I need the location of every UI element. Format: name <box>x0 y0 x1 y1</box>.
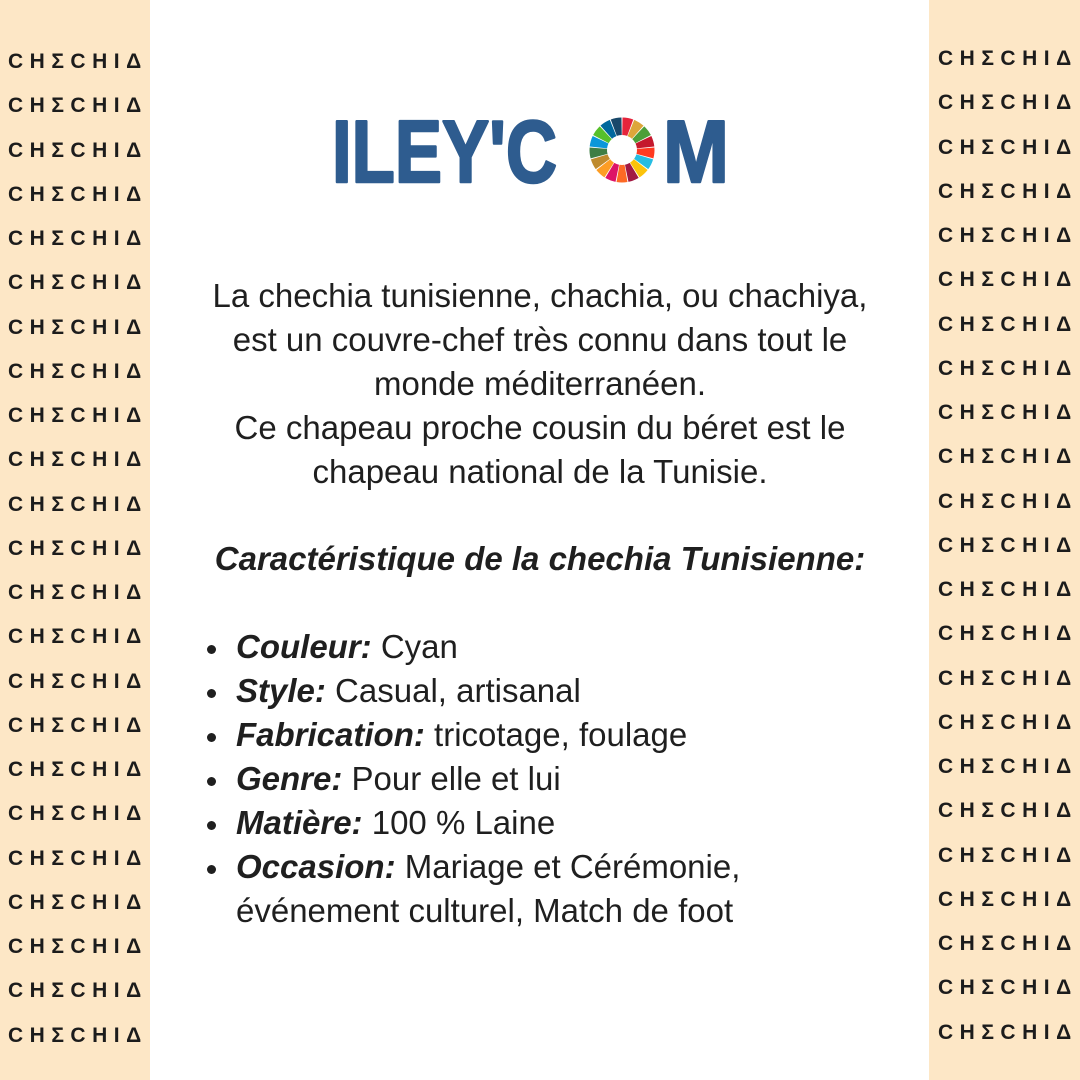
list-item <box>200 713 880 757</box>
side-word: CHΣCHIΔ <box>938 887 1078 911</box>
side-word: CHΣCHIΔ <box>8 448 148 472</box>
bullet-dot <box>207 689 216 698</box>
intro-line: est un couvre-chef très connu dans tout le <box>232 321 848 358</box>
side-word: CHΣCHIΔ <box>938 268 1078 292</box>
bullet-icon <box>200 845 236 889</box>
side-word: CHΣCHIΔ <box>938 755 1078 778</box>
intro-line: chapeau national de la Tunisie. <box>312 453 768 490</box>
list-item <box>200 625 880 669</box>
bullet-dot <box>207 777 216 786</box>
list-item-label: Style: <box>236 672 326 709</box>
side-word: CHΣCHIΔ <box>8 758 148 781</box>
side-word: CHΣCHIΔ <box>938 1020 1078 1044</box>
side-word: CHΣCHIΔ <box>8 846 148 870</box>
right-decorative-strip <box>929 0 1080 1080</box>
side-word: CHΣCHIΔ <box>8 50 148 73</box>
list-item-label: Couleur: <box>236 628 372 665</box>
intro-paragraph <box>150 274 930 494</box>
list-item-text <box>236 757 856 801</box>
characteristics-list <box>200 625 880 933</box>
side-word: CHΣCHIΔ <box>938 489 1078 513</box>
list-item-label: Fabrication: <box>236 716 425 753</box>
side-word: CHΣCHIΔ <box>938 710 1078 734</box>
side-word: CHΣCHIΔ <box>8 182 148 206</box>
list-item-value: 100 % Laine <box>371 804 556 841</box>
side-word: CHΣCHIΔ <box>8 713 148 737</box>
characteristics-heading: Caractéristique de la chechia Tunisienne: <box>214 540 866 577</box>
bullet-icon <box>200 713 236 757</box>
side-word: CHΣCHIΔ <box>938 356 1078 380</box>
list-item-value: Mariage et Cérémonie, événement culturel, Match de foot <box>236 848 741 929</box>
side-word: CHΣCHIΔ <box>8 581 148 604</box>
bullet-dot <box>207 821 216 830</box>
right-strip-word-list <box>938 37 1078 1055</box>
list-item-label: Matière: <box>236 804 363 841</box>
side-word: CHΣCHIΔ <box>938 533 1078 557</box>
side-word: CHΣCHIΔ <box>938 799 1078 823</box>
intro-line: Ce chapeau proche cousin du béret est le <box>234 409 846 446</box>
side-word: CHΣCHIΔ <box>938 932 1078 955</box>
iley-com-logo <box>328 102 732 201</box>
list-item-text <box>236 669 856 713</box>
side-word: CHΣCHIΔ <box>8 271 148 295</box>
bullet-icon <box>200 669 236 713</box>
intro-line: monde méditerranéen. <box>373 365 707 402</box>
side-word: CHΣCHIΔ <box>938 843 1078 867</box>
list-item <box>200 801 880 845</box>
list-item-text <box>236 713 856 757</box>
side-word: CHΣCHIΔ <box>938 224 1078 247</box>
logo-text-prefix: ILEY'C <box>332 102 557 201</box>
list-item-text <box>236 801 856 845</box>
side-word: CHΣCHIΔ <box>8 890 148 914</box>
left-strip-word-list <box>8 40 148 1058</box>
intro-line: La chechia tunisienne, chachia, ou chachiya, <box>212 277 868 314</box>
side-word: CHΣCHIΔ <box>938 135 1078 159</box>
side-word: CHΣCHIΔ <box>938 47 1078 70</box>
sdg-wheel-icon <box>590 118 655 183</box>
list-item-value: Cyan <box>380 628 458 665</box>
side-word: CHΣCHIΔ <box>938 578 1078 601</box>
side-word: CHΣCHIΔ <box>938 401 1078 424</box>
logo-text-suffix: M <box>663 102 729 201</box>
bullet-dot <box>207 733 216 742</box>
side-word: CHΣCHIΔ <box>938 179 1078 203</box>
side-word: CHΣCHIΔ <box>8 359 148 383</box>
side-word: CHΣCHIΔ <box>938 445 1078 469</box>
side-word: CHΣCHIΔ <box>938 976 1078 1000</box>
list-item <box>200 757 880 801</box>
side-word: CHΣCHIΔ <box>938 91 1078 115</box>
side-word: CHΣCHIΔ <box>8 227 148 250</box>
list-item-value: Pour elle et lui <box>351 760 561 797</box>
side-word: CHΣCHIΔ <box>8 1023 148 1047</box>
side-word: CHΣCHIΔ <box>8 935 148 958</box>
list-item-value: tricotage, foulage <box>434 716 688 753</box>
list-item <box>200 669 880 713</box>
list-item-label: Occasion: <box>236 848 396 885</box>
side-word: CHΣCHIΔ <box>8 536 148 560</box>
side-word: CHΣCHIΔ <box>8 669 148 693</box>
list-item-text <box>236 845 856 933</box>
side-word: CHΣCHIΔ <box>8 138 148 162</box>
list-item-label: Genre: <box>236 760 343 797</box>
side-word: CHΣCHIΔ <box>938 666 1078 690</box>
bullet-icon <box>200 757 236 801</box>
side-word: CHΣCHIΔ <box>8 802 148 826</box>
side-word: CHΣCHIΔ <box>8 94 148 118</box>
side-word: CHΣCHIΔ <box>8 979 148 1003</box>
bullet-icon <box>200 625 236 669</box>
list-item-text <box>236 625 856 669</box>
side-word: CHΣCHIΔ <box>8 315 148 339</box>
side-word: CHΣCHIΔ <box>938 312 1078 336</box>
side-word: CHΣCHIΔ <box>8 625 148 649</box>
side-word: CHΣCHIΔ <box>938 622 1078 646</box>
left-decorative-strip <box>0 0 150 1080</box>
bullet-dot <box>207 645 216 654</box>
side-word: CHΣCHIΔ <box>8 492 148 516</box>
side-word: CHΣCHIΔ <box>8 404 148 427</box>
bullet-icon <box>200 801 236 845</box>
bullet-dot <box>207 865 216 874</box>
list-item-value: Casual, artisanal <box>335 672 581 709</box>
list-item <box>200 845 880 933</box>
